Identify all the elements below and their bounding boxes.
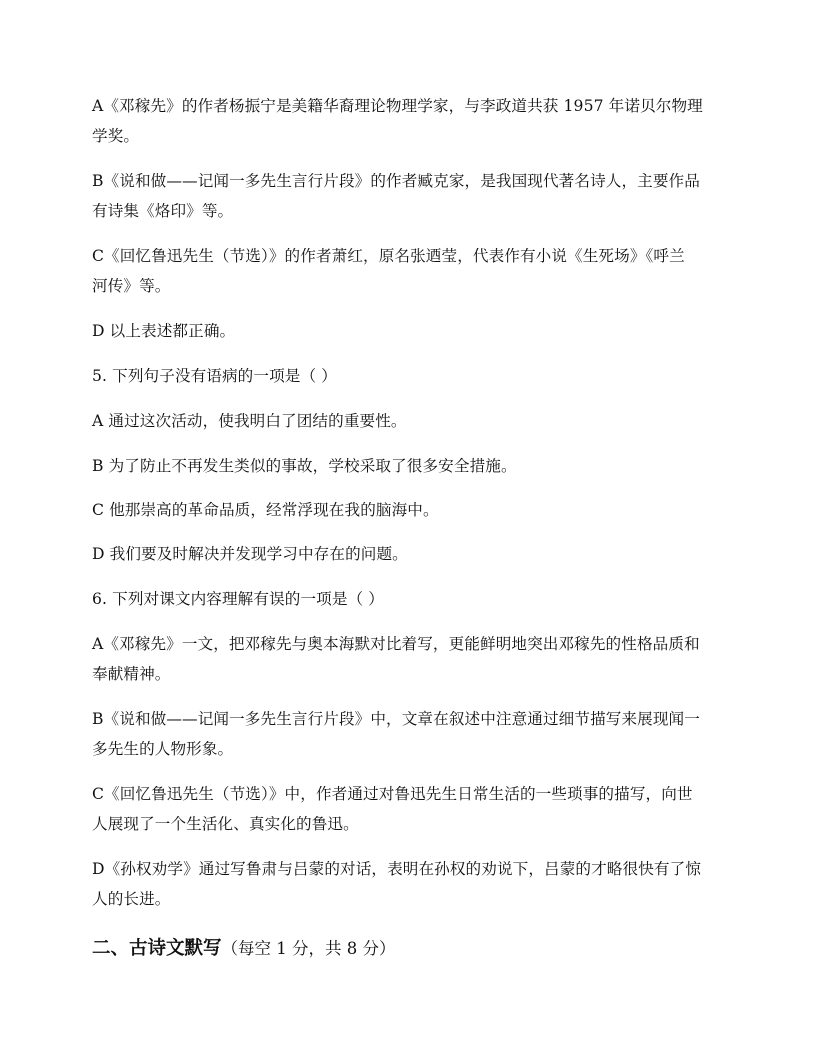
- q5-option-b: B 为了防止不再发生类似的事故，学校采取了很多安全措施。: [92, 457, 517, 475]
- q4-option-a-line1: A《邓稼先》的作者杨振宁是美籍华裔理论物理学家，与李政道共获 1957 年诺贝尔物理: [92, 97, 703, 115]
- q6-option-c-line2: 人展现了一个生活化、真实化的鲁迅。: [92, 815, 359, 833]
- section2-title: 二、古诗文默写: [92, 938, 222, 959]
- section2-score-note: （每空 1 分，共 8 分）: [221, 939, 396, 958]
- q6-option-d-line2: 人的长进。: [92, 890, 171, 908]
- q6-option-b-line2: 多先生的人物形象。: [92, 740, 234, 758]
- q4-option-a-line2: 学奖。: [92, 127, 140, 145]
- q6-option-a-line1: A《邓稼先》一文，把邓稼先与奥本海默对比着写，更能鲜明地突出邓稼先的性格品质和: [92, 635, 700, 653]
- q5-option-c: C 他那崇高的革命品质，经常浮现在我的脑海中。: [92, 501, 439, 519]
- q6-option-c-line1: C《回忆鲁迅先生（节选）》中，作者通过对鲁迅先生日常生活的一些琐事的描写，向世: [92, 785, 693, 803]
- q6-option-a-line2: 奉献精神。: [92, 665, 171, 683]
- q4-option-c-line1: C《回忆鲁迅先生（节选）》的作者萧红，原名张迺莹，代表作有小说《生死场》《呼兰: [92, 247, 685, 265]
- q6-option-d-line1: D《孙权劝学》通过写鲁肃与吕蒙的对话，表明在孙权的劝说下，吕蒙的才略很快有了惊: [92, 860, 701, 878]
- q5-option-d: D 我们要及时解决并发现学习中存在的问题。: [92, 545, 408, 563]
- q6-option-b-line1: B《说和做——记闻一多先生言行片段》中，文章在叙述中注意通过细节描写来展现闻一: [92, 710, 700, 728]
- q6-stem: 6. 下列对课文内容理解有误的一项是（ ）: [92, 590, 384, 608]
- q4-option-b-line1: B《说和做——记闻一多先生言行片段》的作者臧克家，是我国现代著名诗人，主要作品: [92, 172, 700, 190]
- q4-option-d: D 以上表述都正确。: [92, 322, 236, 340]
- q5-stem: 5. 下列句子没有语病的一项是（ ）: [92, 367, 337, 385]
- q5-option-a: A 通过这次活动，使我明白了团结的重要性。: [92, 412, 407, 430]
- q4-option-b-line2: 有诗集《烙印》等。: [92, 202, 234, 220]
- q4-option-c-line2: 河传》等。: [92, 277, 171, 295]
- section2-heading: [92, 934, 732, 964]
